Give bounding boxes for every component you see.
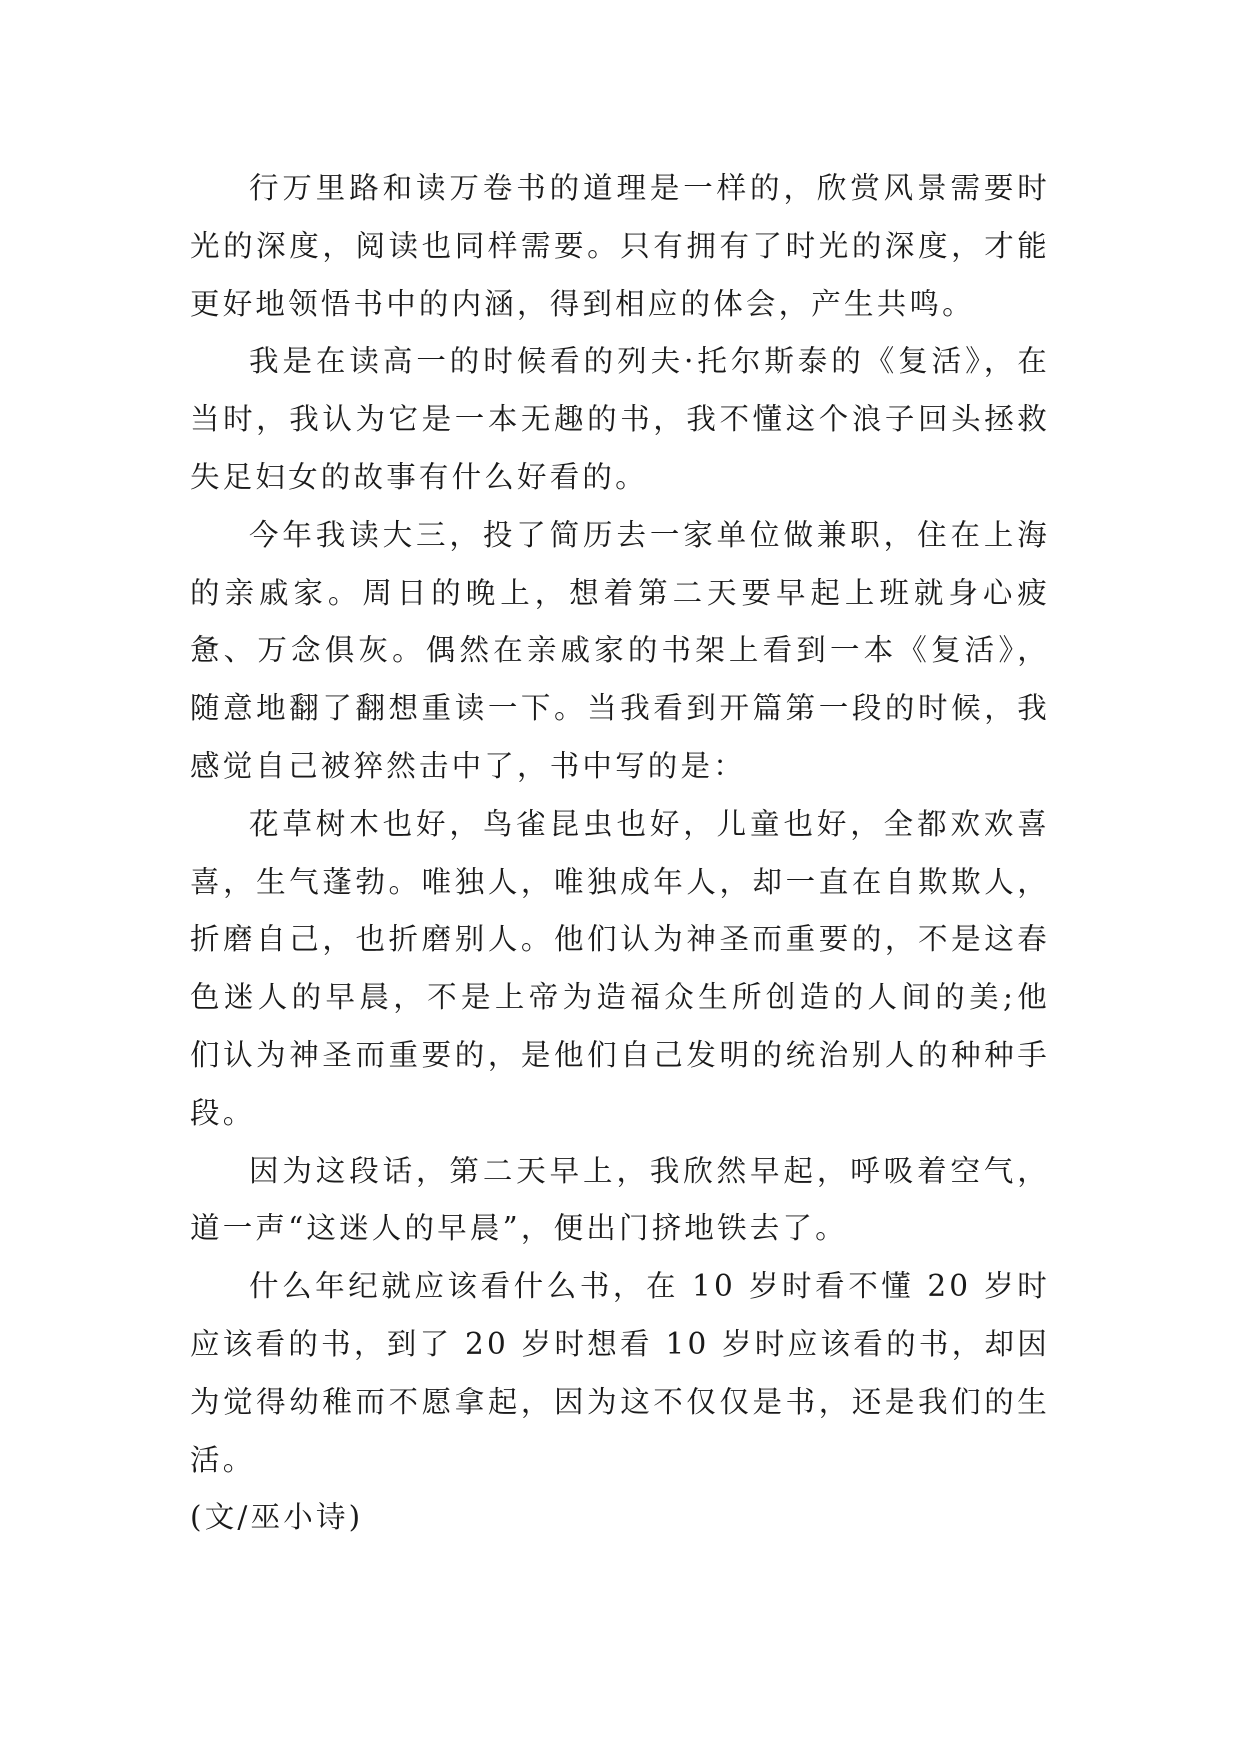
byline: (文/巫小诗): [190, 1500, 364, 1535]
paragraph-1: 行万里路和读万卷书的道理是一样的，欣赏风景需要时光的深度，阅读也同样需要。只有拥有了时光的深度，才能更好地领悟书中的内涵，得到相应的体会，产生共鸣。: [190, 171, 1050, 321]
quoted-paragraph: 花草树木也好，鸟雀昆虫也好，儿童也好，全都欢欢喜喜，生气蓬勃。唯独人，唯独成年人，却一直在自欺欺人，折磨自己，也折磨别人。他们认为神圣而重要的，不是这春色迷人的早晨，不是上帝为造福众生所创造的人间的美;他们认为神圣而重要的，是他们自己发明的统治别人的种种手段。: [190, 806, 1050, 1130]
paragraph-2: 我是在读高一的时候看的列夫·托尔斯泰的《复活》，在当时，我认为它是一本无趣的书，我不懂这个浪子回头拯救失足妇女的故事有什么好看的。: [190, 344, 1050, 494]
paragraph-6: 什么年纪就应该看什么书，在 10 岁时看不懂 20 岁时应该看的书，到了 20 岁时想看 10 岁时应该看的书，却因为觉得幼稚而不愿拿起，因为这不仅仅是书，还是我们的生活。: [190, 1269, 1050, 1477]
article-body: [190, 160, 1050, 1547]
paragraph-3: 今年我读大三，投了简历去一家单位做兼职，住在上海的亲戚家。周日的晚上，想着第二天要早起上班就身心疲惫、万念俱灰。偶然在亲戚家的书架上看到一本《复活》，随意地翻了翻想重读一下。当我看到开篇第一段的时候，我感觉自己被猝然击中了，书中写的是：: [190, 517, 1050, 783]
paragraph-5: 因为这段话，第二天早上，我欣然早起，呼吸着空气，道一声“这迷人的早晨”，便出门挤地铁去了。: [190, 1153, 1050, 1246]
